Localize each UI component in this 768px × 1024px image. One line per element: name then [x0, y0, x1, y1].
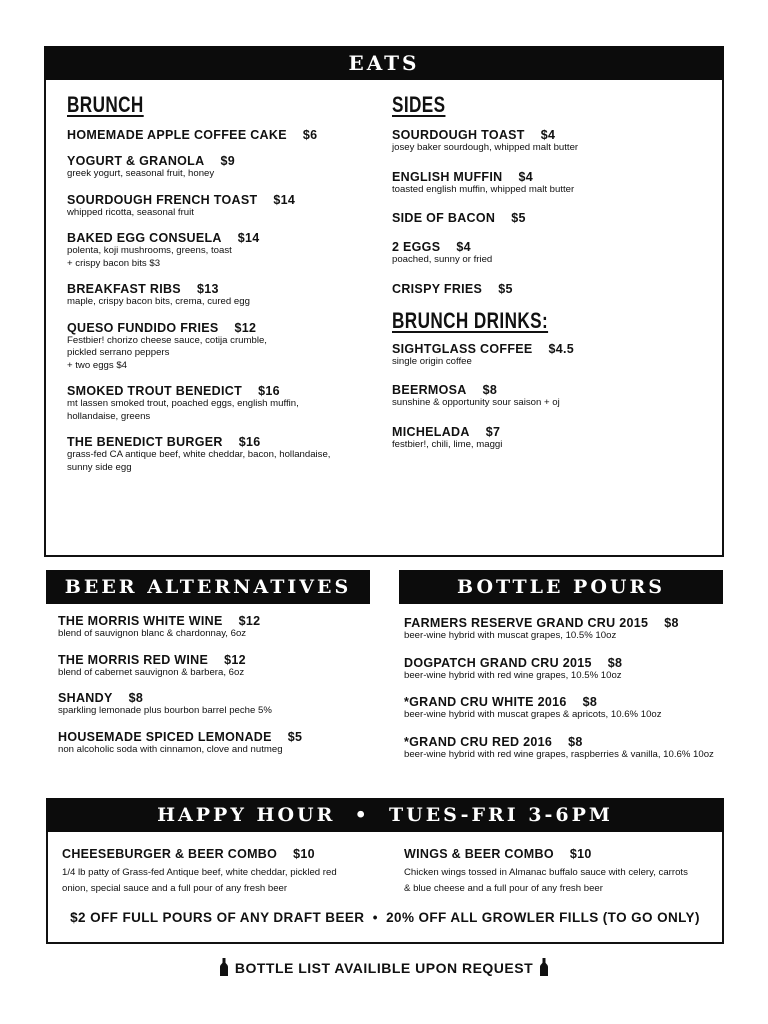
item-description: sunshine & opportunity sour saison + oj	[392, 397, 560, 408]
item-description: beer-wine hybrid with muscat grapes, 10.5% 10oz	[404, 630, 617, 641]
item-title: SOURDOUGH FRENCH TOAST $14	[67, 192, 296, 207]
item-description: toasted english muffin, whipped malt butter	[392, 183, 575, 195]
item-description: beer-wine hybrid with muscat grapes & apricots, 10.6% 10oz	[404, 709, 662, 720]
menu-item	[392, 240, 717, 267]
item-title: *GRAND CRU WHITE 2016 $8	[404, 695, 598, 709]
item-title: 2 EGGS $4	[392, 240, 471, 254]
item-description: sparkling lemonade plus bourbon barrel peche 5%	[58, 705, 272, 716]
brunch-list	[67, 128, 387, 474]
menu-item	[392, 282, 717, 296]
menu-item	[67, 384, 387, 423]
bottle-pours-list	[404, 616, 734, 761]
cheeseburger-combo	[62, 847, 392, 897]
item-title: DOGPATCH GRAND CRU 2015 $8	[404, 655, 623, 670]
brunch-title: BRUNCH	[67, 92, 144, 117]
menu-item	[58, 730, 388, 757]
item-description: Festbier! chorizo cheese sauce, cotija crumble,	[67, 334, 267, 346]
happy-hour-section	[46, 798, 724, 944]
eats-banner: EATS	[44, 46, 724, 80]
beer-alternatives-list	[58, 614, 388, 756]
item-title: THE MORRIS RED WINE $12	[58, 652, 246, 667]
brunch-drinks-title: BRUNCH DRINKS:	[392, 307, 549, 333]
brunch-column	[67, 92, 387, 474]
menu-item	[58, 653, 388, 680]
menu-item	[67, 128, 387, 142]
item-description: beer-wine hybrid with red wine grapes, raspberries & vanilla, 10.6% 10oz	[404, 748, 714, 760]
item-title: SIGHTGLASS COFFEE $4.5	[392, 341, 575, 356]
menu-item	[67, 154, 387, 181]
beer-bottle-icon	[219, 958, 229, 976]
menu-item	[58, 691, 388, 718]
item-description: blend of sauvignon blanc & chardonnay, 6oz	[58, 628, 247, 639]
item-title: SMOKED TROUT BENEDICT $16	[67, 384, 280, 398]
item-title: SHANDY $8	[58, 691, 144, 705]
item-description: poached, sunny or fried	[392, 254, 493, 265]
menu-item	[404, 616, 734, 643]
beer-bottle-icon	[539, 958, 549, 976]
item-description: mt lassen smoked trout, poached eggs, english muffin,	[67, 398, 299, 409]
bottle-pours-banner: BOTTLE POURS	[399, 570, 723, 604]
item-title: THE MORRIS WHITE WINE $12	[58, 614, 261, 628]
brunch-drinks-list	[392, 342, 717, 452]
menu-item	[404, 735, 734, 762]
item-title: SIDE OF BACON $5	[392, 211, 526, 225]
menu-item	[404, 695, 734, 722]
menu-item	[392, 211, 717, 225]
item-title: BEERMOSA $8	[392, 383, 498, 397]
item-description: grass-fed CA antique beef, white cheddar, bacon, hollandaise,	[67, 449, 331, 460]
happy-hour-offers: $2 OFF FULL POURS OF ANY DRAFT BEER • 20% OFF ALL GROWLER FILLS (TO GO ONLY)	[70, 910, 700, 925]
menu-item	[67, 231, 387, 270]
item-description: hollandaise, greens	[67, 410, 151, 422]
item-description: non alcoholic soda with cinnamon, clove and nutmeg	[58, 743, 283, 755]
item-description: polenta, koji mushrooms, greens, toast	[67, 245, 232, 256]
menu-item	[392, 170, 717, 197]
item-title: CHEESEBURGER & BEER COMBO $10	[62, 847, 315, 861]
item-title: BREAKFAST RIBS $13	[67, 282, 219, 296]
item-description: + two eggs $4	[67, 359, 128, 371]
menu-item	[67, 282, 387, 309]
item-description: Chicken wings tossed in Almanac buffalo sauce with celery, carrots	[404, 867, 688, 878]
bottle-pours-column	[404, 616, 734, 761]
item-description: beer-wine hybrid with red wine grapes, 10.5% 10oz	[404, 669, 622, 681]
item-title: CRISPY FRIES $5	[392, 281, 513, 296]
happy-hour-banner: HAPPY HOUR • TUES-FRI 3-6PM	[46, 798, 724, 832]
sides-column	[392, 92, 717, 451]
item-description: festbier!, chili, lime, maggi	[392, 438, 503, 450]
item-title: MICHELADA $7	[392, 424, 501, 439]
item-description: onion, special sauce and a full pour of any fresh beer	[62, 883, 288, 894]
wings-combo	[404, 847, 724, 897]
item-title: YOGURT & GRANOLA $9	[67, 154, 235, 168]
item-description: sunny side egg	[67, 461, 132, 473]
menu-item	[392, 425, 717, 452]
sides-list	[392, 128, 717, 296]
item-title: THE BENEDICT BURGER $16	[67, 435, 261, 449]
item-description: & blue cheese and a full pour of any fresh beer	[404, 883, 603, 894]
item-description: blend of cabernet sauvignon & barbera, 6oz	[58, 666, 245, 678]
item-title: WINGS & BEER COMBO $10	[404, 847, 592, 861]
item-title: QUESO FUNDIDO FRIES $12	[67, 320, 257, 335]
item-description: josey baker sourdough, whipped malt butter	[392, 142, 579, 153]
menu-item	[67, 193, 387, 220]
footer-note: BOTTLE LIST AVAILIBLE UPON REQUEST	[0, 958, 768, 976]
menu-item	[67, 435, 387, 474]
sides-title: SIDES	[392, 92, 446, 117]
beer-alternatives-column	[58, 614, 388, 756]
item-title: FARMERS RESERVE GRAND CRU 2015 $8	[404, 616, 679, 630]
menu-item	[404, 656, 734, 683]
menu-item	[58, 614, 388, 641]
item-description: pickled serrano peppers	[67, 347, 170, 358]
menu-item	[392, 383, 717, 410]
item-title: ENGLISH MUFFIN $4	[392, 169, 533, 184]
item-title: *GRAND CRU RED 2016 $8	[404, 734, 583, 749]
item-description: whipped ricotta, seasonal fruit	[67, 206, 194, 218]
item-description: + crispy bacon bits $3	[67, 257, 161, 269]
item-description: 1/4 lb patty of Grass-fed Antique beef, white cheddar, pickled red	[62, 867, 337, 878]
item-description: single origin coffee	[392, 355, 472, 367]
menu-item	[392, 342, 717, 369]
item-description: maple, crispy bacon bits, crema, cured egg	[67, 296, 250, 307]
item-title: SOURDOUGH TOAST $4	[392, 128, 556, 142]
item-description: greek yogurt, seasonal fruit, honey	[67, 168, 215, 179]
beer-alternatives-banner: BEER ALTERNATIVES	[46, 570, 370, 604]
item-title: BAKED EGG CONSUELA $14	[67, 231, 260, 245]
menu-item	[392, 128, 717, 155]
item-title: HOMEMADE APPLE COFFEE CAKE $6	[67, 128, 318, 142]
menu-item	[67, 321, 387, 373]
item-title: HOUSEMADE SPICED LEMONADE $5	[58, 729, 303, 744]
